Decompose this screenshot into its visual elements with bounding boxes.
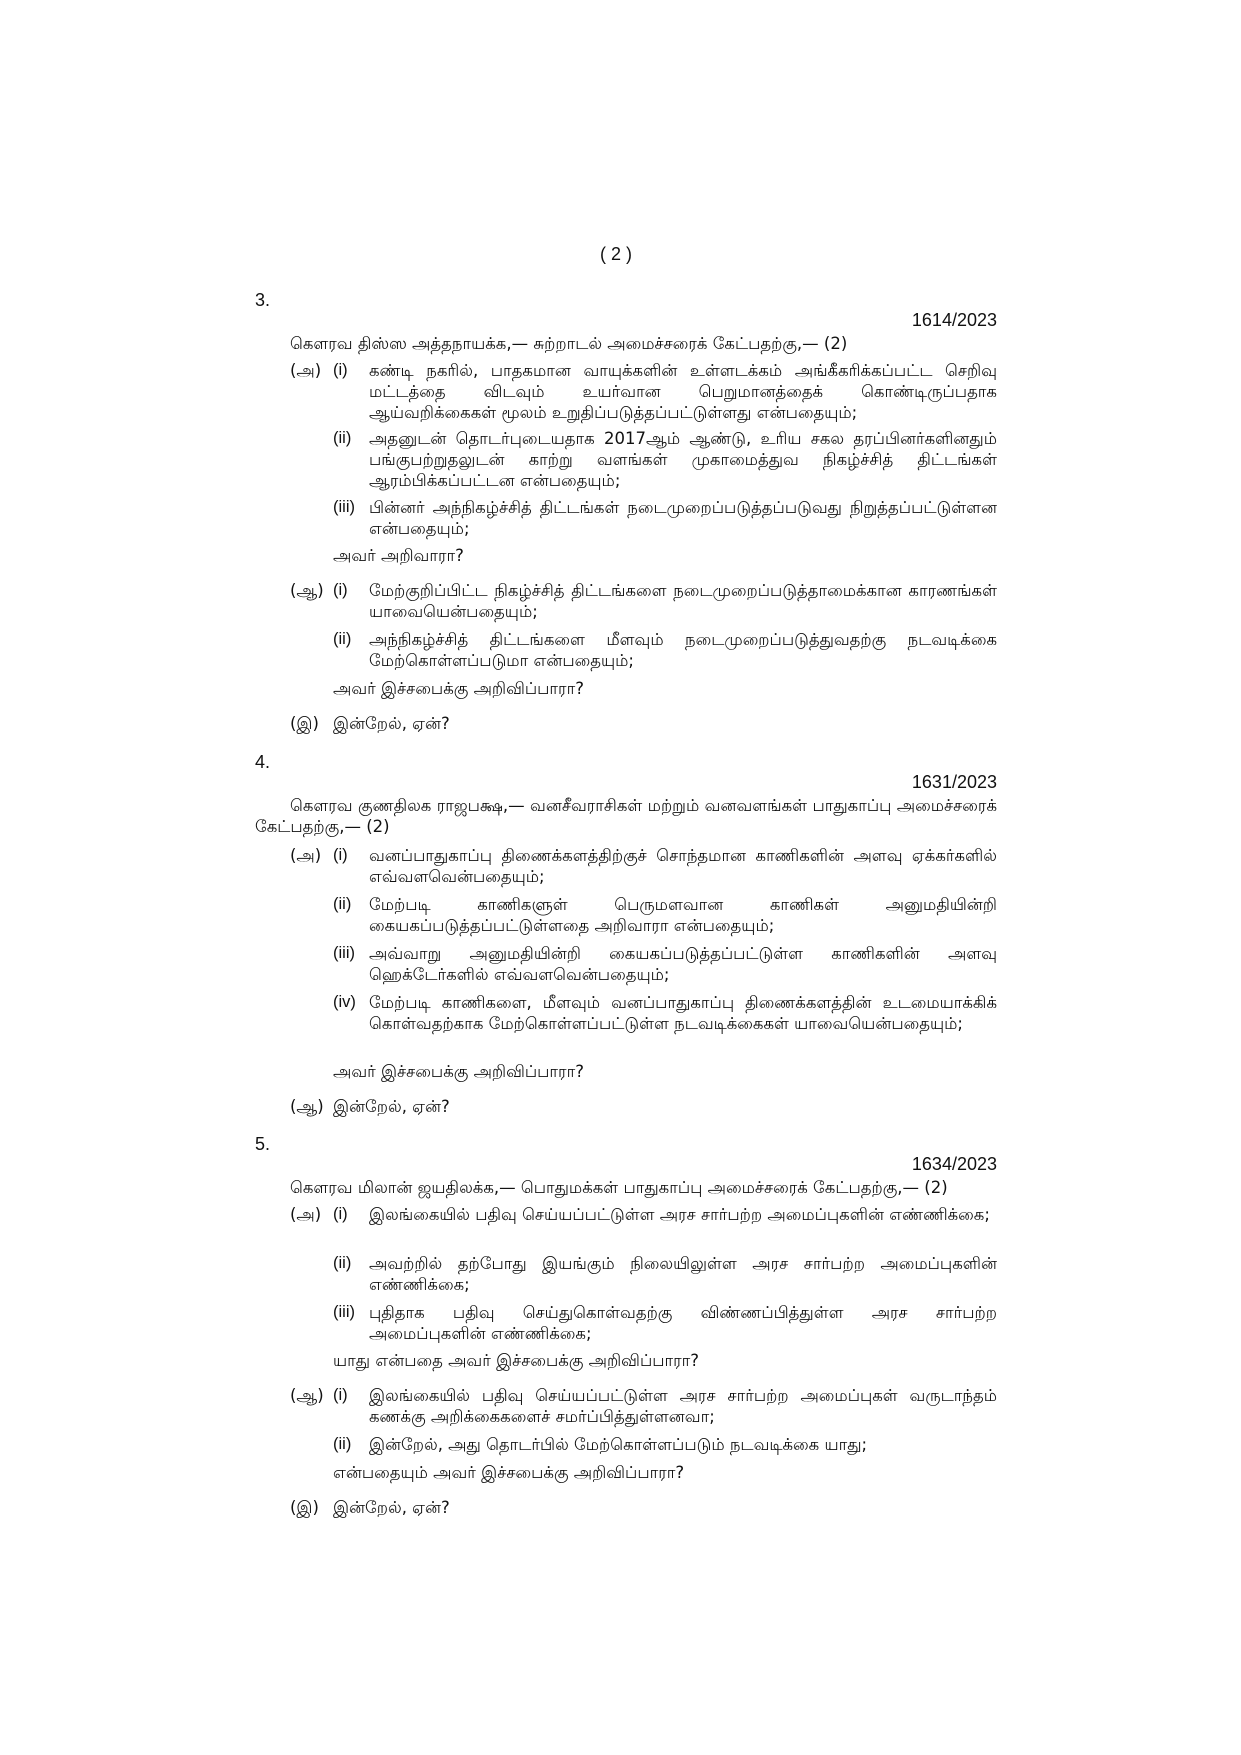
item-number: (i) — [333, 581, 348, 599]
question-ask: அவர் அறிவாரா? — [333, 546, 464, 565]
item-text: இலங்கையில் பதிவு செய்யப்பட்டுள்ள அரச சார்பற்ற அமைப்புகள் வருடாந்தம் கணக்கு அறிக்கைகளைச் சமர்ப்பித்துள்ளனவா; — [369, 1386, 997, 1426]
item-number: (ii) — [333, 429, 352, 447]
question-reference: 1614/2023 — [911, 310, 997, 330]
part-text: இன்றேல், ஏன்? — [333, 714, 450, 733]
question-number: 5. — [255, 1134, 271, 1154]
item-number: (ii) — [333, 630, 352, 648]
part-label: (ஆ) — [290, 1097, 324, 1116]
question-intro: கௌரவ குணதிலக ராஜபக்ஷ,— வனசீவராசிகள் மற்றும் வனவளங்கள் பாதுகாப்பு அமைச்சரைக் கேட்பதற்கு,— (2) — [255, 796, 997, 836]
item-text: அந்நிகழ்ச்சித் திட்டங்களை மீளவும் நடைமுறைப்படுத்துவதற்கு நடவடிக்கை மேற்கொள்ளப்படுமா என்பதையும்; — [369, 630, 997, 670]
item-text: மேற்குறிப்பிட்ட நிகழ்ச்சித் திட்டங்களை நடைமுறைப்படுத்தாமைக்கான காரணங்கள் யாவையென்பதையும்; — [369, 581, 997, 621]
part-label: (அ) — [290, 846, 322, 865]
part-text: இன்றேல், ஏன்? — [333, 1498, 450, 1517]
question-ask: என்பதையும் அவர் இச்சபைக்கு அறிவிப்பாரா? — [333, 1463, 685, 1482]
question-ask: யாது என்பதை அவர் இச்சபைக்கு அறிவிப்பாரா? — [333, 1351, 700, 1370]
item-text: வனப்பாதுகாப்பு திணைக்களத்திற்குச் சொந்தமான காணிகளின் அளவு ஏக்கர்களில் எவ்வளவென்பதையும்; — [369, 846, 997, 886]
question-ask: அவர் இச்சபைக்கு அறிவிப்பாரா? — [333, 1062, 584, 1081]
item-number: (i) — [333, 846, 348, 864]
item-number: (ii) — [333, 1435, 352, 1453]
item-number: (iv) — [333, 993, 356, 1011]
item-number: (ii) — [333, 1254, 352, 1272]
question-number: 4. — [255, 752, 271, 772]
item-text: கண்டி நகரில், பாதகமான வாயுக்களின் உள்ளடக்கம் அங்கீகரிக்கப்பட்ட செறிவு மட்டத்தை விடவும் உயர்வான பெறுமானத்தைக் கொண்டிருப்பதாக ஆய்வறிக்கைகள் மூலம் உறுதிப்படுத்தப்பட்டுள்ளது என்பதையும்; — [369, 361, 997, 422]
item-text: இலங்கையில் பதிவு செய்யப்பட்டுள்ள அரச சார்பற்ற அமைப்புகளின் எண்ணிக்கை; — [369, 1205, 990, 1224]
question-intro: கௌரவ மிலான் ஜயதிலக்க,— பொதுமக்கள் பாதுகாப்பு அமைச்சரைக் கேட்பதற்கு,— (2) — [290, 1178, 948, 1197]
item-text: அதனுடன் தொடர்புடையதாக 2017ஆம் ஆண்டு, உரிய சகல தரப்பினர்களினதும் பங்குபற்றுதலுடன் காற்று வளங்கள் முகாமைத்துவ நிகழ்ச்சித் திட்டங்கள் ஆரம்பிக்கப்பட்டன என்பதையும்; — [369, 429, 997, 490]
item-number: (i) — [333, 1205, 348, 1223]
part-text: இன்றேல், ஏன்? — [333, 1097, 450, 1116]
part-label: (ஆ) — [290, 1386, 324, 1405]
item-number: (i) — [333, 361, 348, 379]
item-text: அவ்வாறு அனுமதியின்றி கையகப்படுத்தப்பட்டுள்ள காணிகளின் அளவு ஹெக்டேர்களில் எவ்வளவென்பதையும்; — [369, 944, 997, 984]
item-number: (i) — [333, 1386, 348, 1404]
question-intro: கௌரவ திஸ்ஸ அத்தநாயக்க,— சுற்றாடல் அமைச்சரைக் கேட்பதற்கு,— (2) — [290, 334, 848, 353]
item-number: (iii) — [333, 944, 355, 962]
item-text: மேற்படி காணிகளுள் பெருமளவான காணிகள் அனுமதியின்றி கையகப்படுத்தப்பட்டுள்ளதை அறிவாரா என்பதையும்; — [369, 895, 997, 935]
item-number: (iii) — [333, 498, 355, 516]
item-number: (iii) — [333, 1303, 355, 1321]
item-text: அவற்றில் தற்போது இயங்கும் நிலையிலுள்ள அரச சார்பற்ற அமைப்புகளின் எண்ணிக்கை; — [369, 1254, 997, 1294]
item-text: இன்றேல், அது தொடர்பில் மேற்கொள்ளப்படும் நடவடிக்கை யாது; — [369, 1435, 868, 1454]
part-label: (அ) — [290, 361, 322, 380]
part-label: (அ) — [290, 1205, 322, 1224]
item-text: புதிதாக பதிவு செய்துகொள்வதற்கு விண்ணப்பித்துள்ள அரச சார்பற்ற அமைப்புகளின் எண்ணிக்கை; — [369, 1303, 997, 1343]
item-number: (ii) — [333, 895, 352, 913]
part-label: (இ) — [290, 1498, 319, 1517]
page-number: ( 2 ) — [600, 244, 633, 264]
question-reference: 1631/2023 — [911, 772, 997, 792]
question-number: 3. — [255, 290, 271, 310]
part-label: (இ) — [290, 714, 319, 733]
item-text: மேற்படி காணிகளை, மீளவும் வனப்பாதுகாப்பு திணைக்களத்தின் உடமையாக்கிக் கொள்வதற்காக மேற்கொள்ளப்பட்டுள்ள நடவடிக்கைகள் யாவையென்பதையும்; — [369, 993, 997, 1033]
item-text: பின்னர் அந்நிகழ்ச்சித் திட்டங்கள் நடைமுறைப்படுத்தப்படுவது நிறுத்தப்பட்டுள்ளன என்பதையும்; — [369, 498, 997, 538]
question-reference: 1634/2023 — [911, 1154, 997, 1174]
part-label: (ஆ) — [290, 581, 324, 600]
question-ask: அவர் இச்சபைக்கு அறிவிப்பாரா? — [333, 679, 584, 698]
